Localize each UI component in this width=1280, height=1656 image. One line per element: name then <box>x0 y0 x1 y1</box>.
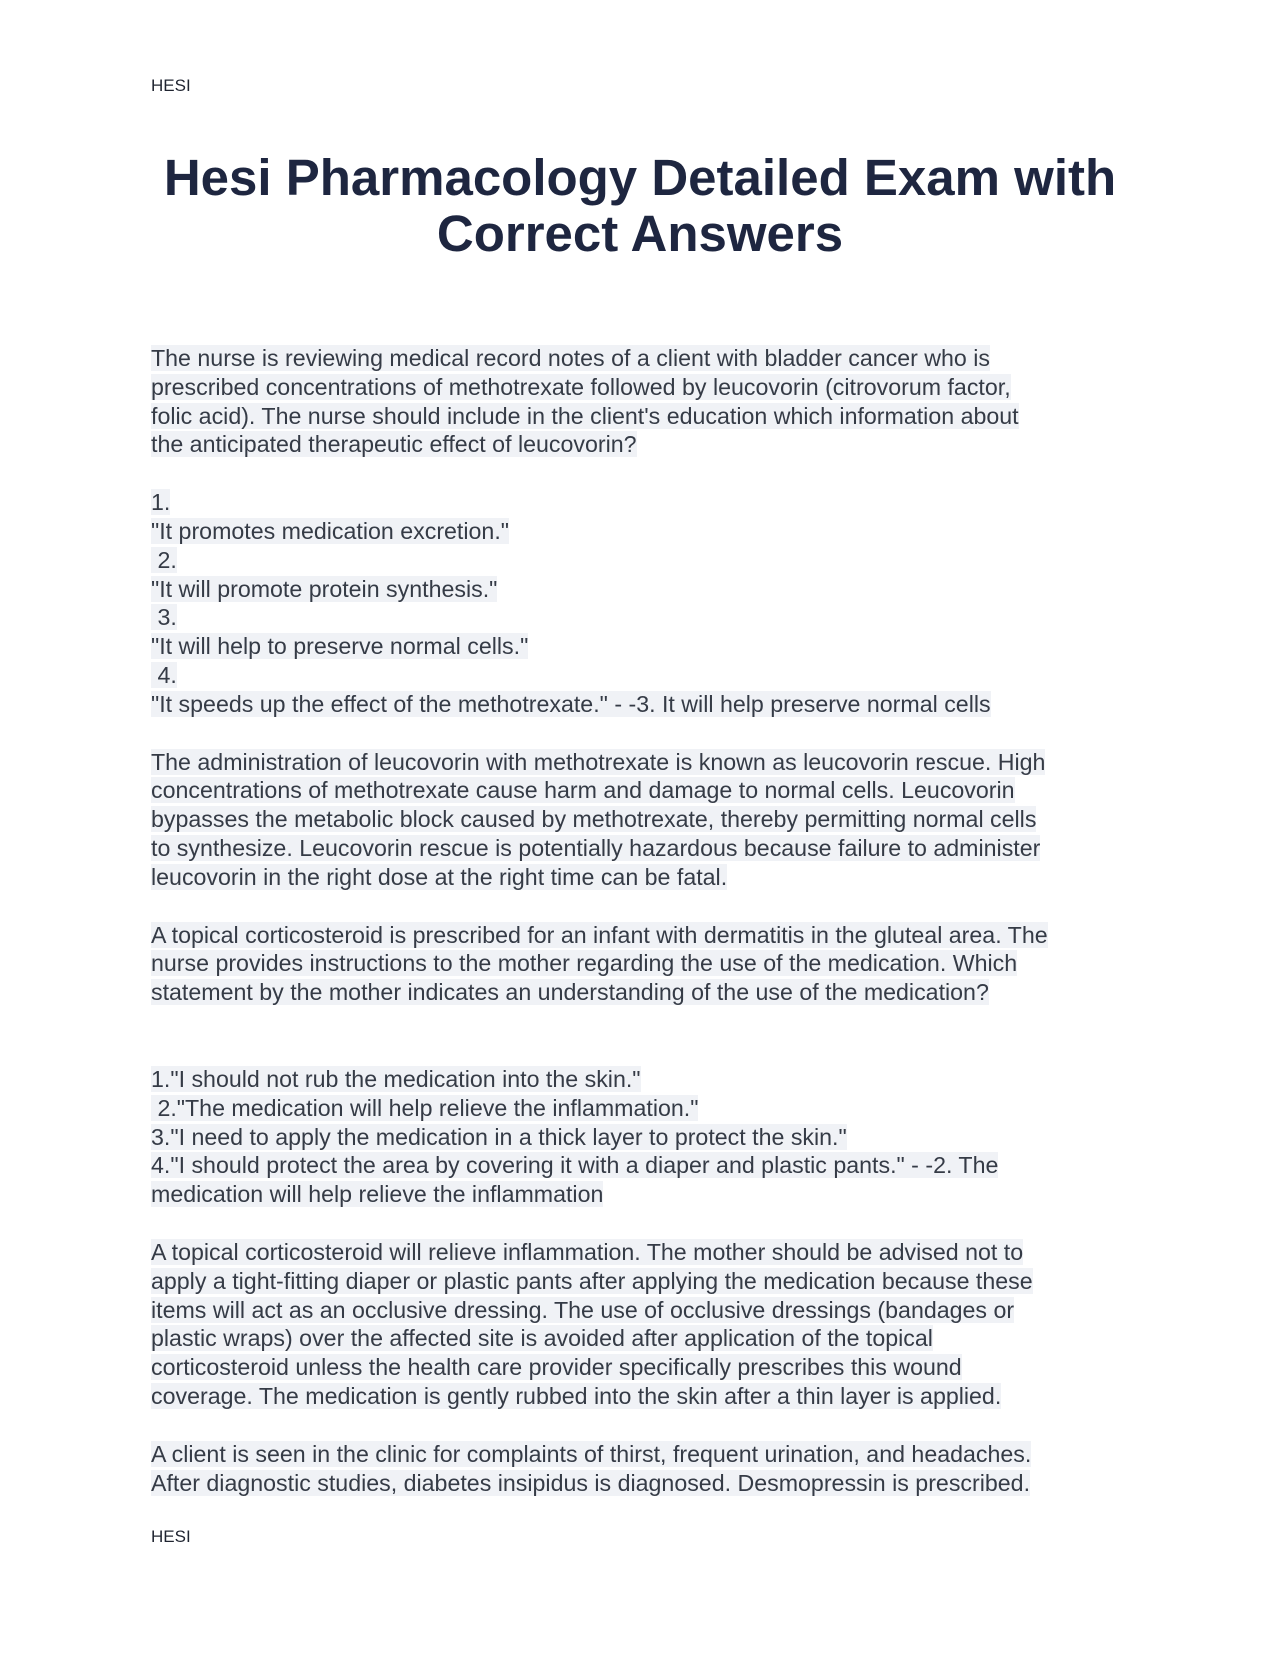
text-line: leucovorin in the right dose at the right time can be fatal. <box>151 863 728 890</box>
text-line: A topical corticosteroid will relieve inflammation. The mother should be advised not to <box>151 1238 1024 1265</box>
option-number: 2. <box>151 546 177 573</box>
option-number: 1. <box>151 489 171 516</box>
option-text: "It promotes medication excretion." <box>151 517 509 544</box>
text-line: the anticipated therapeutic effect of leucovorin? <box>151 431 637 458</box>
text-line: concentrations of methotrexate cause harm and damage to normal cells. Leucovorin <box>151 777 1015 804</box>
page-header-label: HESI <box>151 76 191 95</box>
text-line: statement by the mother indicates an understanding of the use of the medication? <box>151 979 989 1006</box>
question-3 <box>151 1440 1151 1498</box>
question-2-rationale <box>151 1238 1151 1411</box>
option-text: 1."I should not rub the medication into the skin." <box>151 1065 641 1092</box>
question-2 <box>151 921 1151 1411</box>
option-text-with-answer: "It speeds up the effect of the methotrexate." - -3. It will help preserve normal cells <box>151 690 991 717</box>
document-title: Hesi Pharmacology Detailed Exam with Correct Answers <box>163 149 1117 262</box>
question-2-stem <box>151 921 1151 1007</box>
option-number: 4. <box>151 661 177 688</box>
question-2-options <box>151 1065 1151 1209</box>
text-line: The nurse is reviewing medical record notes of a client with bladder cancer who is <box>151 345 991 371</box>
question-1-stem <box>151 344 1151 459</box>
text-line: bypasses the metabolic block caused by methotrexate, thereby permitting normal cells <box>151 806 1037 833</box>
text-line: prescribed concentrations of methotrexate followed by leucovorin (citrovorum factor, <box>151 373 1011 400</box>
page-footer-label: HESI <box>151 1527 191 1546</box>
answer-continuation: medication will help relieve the inflammation <box>151 1181 604 1208</box>
text-line: items will act as an occlusive dressing. The use of occlusive dressings (bandages or <box>151 1296 1015 1323</box>
text-line: folic acid). The nurse should include in the client's education which information about <box>151 402 1019 429</box>
text-line: apply a tight-fitting diaper or plastic pants after applying the medication because these <box>151 1267 1033 1294</box>
text-line: coverage. The medication is gently rubbed into the skin after a thin layer is applied. <box>151 1382 1002 1409</box>
text-line: corticosteroid unless the health care provider specifically prescribes this wound <box>151 1354 962 1381</box>
text-line: A client is seen in the clinic for complaints of thirst, frequent urination, and headaches. <box>151 1440 1032 1467</box>
option-number: 3. <box>151 604 177 631</box>
option-text: 2."The medication will help relieve the inflammation." <box>151 1094 699 1121</box>
option-text: 3."I need to apply the medication in a thick layer to protect the skin." <box>151 1123 847 1150</box>
text-line: to synthesize. Leucovorin rescue is potentially hazardous because failure to administer <box>151 834 1041 861</box>
question-1-rationale <box>151 748 1151 892</box>
text-line: A topical corticosteroid is prescribed for an infant with dermatitis in the gluteal area. The <box>151 921 1048 948</box>
question-1-options <box>151 488 1151 718</box>
option-text: "It will promote protein synthesis." <box>151 575 498 602</box>
text-line: plastic wraps) over the affected site is avoided after application of the topical <box>151 1325 933 1352</box>
document-body <box>151 344 1151 1497</box>
text-line: The administration of leucovorin with methotrexate is known as leucovorin rescue. High <box>151 748 1046 775</box>
option-text-with-answer: 4."I should protect the area by covering it with a diaper and plastic pants." - -2. The <box>151 1152 999 1179</box>
text-line: After diagnostic studies, diabetes insipidus is diagnosed. Desmopressin is prescribed. <box>151 1469 1031 1496</box>
option-text: "It will help to preserve normal cells." <box>151 633 529 660</box>
question-1 <box>151 344 1151 892</box>
text-line: nurse provides instructions to the mother regarding the use of the medication. Which <box>151 950 1018 977</box>
question-3-stem <box>151 1440 1151 1498</box>
